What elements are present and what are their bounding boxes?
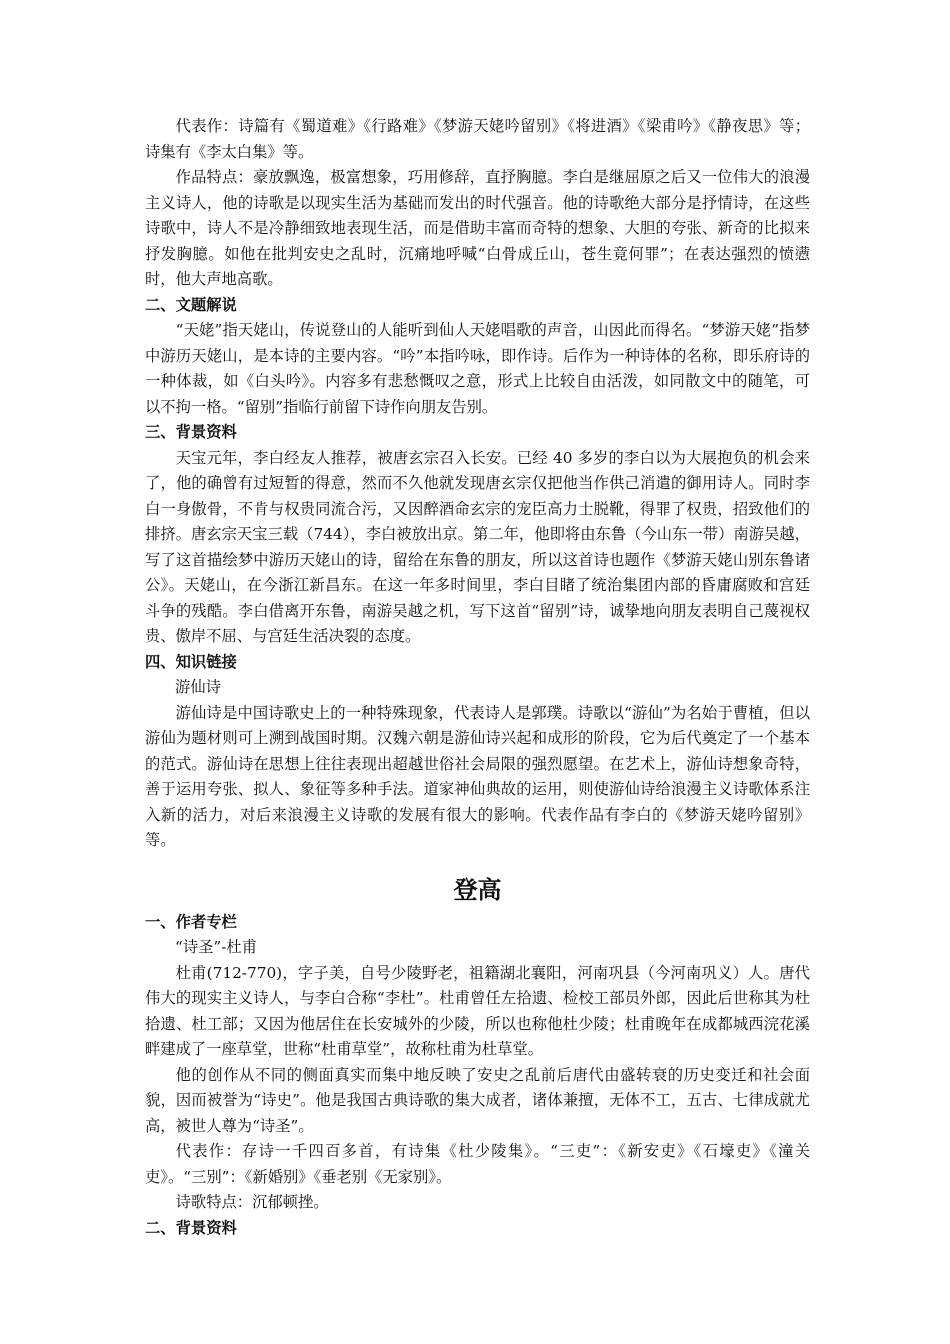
knowledge-subheading: 游仙诗 — [175, 678, 221, 696]
title-explanation-heading: 二、文题解说 — [145, 295, 237, 314]
du-fu-works-paragraph: 代表作：存诗一千四百多首，有诗集《杜少陵集》。“三吏”：《新安吏》《石壕吏》《潼关吏》。“三别”：《新婚别》《垂老别《无家别》。 — [145, 1142, 810, 1186]
creation-paragraph: 他的创作从不同的侧面真实而集中地反映了安史之乱前后唐代由盛转衰的历史变迁和社会面貌，因而被誉为“诗史”。他是我国古典诗歌的集大成者，诸体兼擅，无体不工，五古、七律成就尤高，被世人尊为“诗圣”。 — [145, 1065, 810, 1135]
knowledge-link-heading: 四、知识链接 — [145, 652, 237, 671]
representative-works-paragraph: 代表作：诗篇有《蜀道难》《行路难》《梦游天姥吟留别》《将进酒》《梁甫吟》《静夜思》等；诗集有《李太白集》等。 — [145, 117, 810, 161]
work-features-paragraph: 作品特点：豪放飘逸，极富想象，巧用修辞，直抒胸臆。李白是继屈原之后又一位伟大的浪漫主义诗人，他的诗歌是以现实生活为基础而发出的时代强音。他的诗歌绝大部分是抒情诗，在这些诗歌中，诗人不是冷静细致地表现生活，而是借助丰富而奇特的想象、大胆的夸张、新奇的比拟来抒发胸臆。如他在批判安史之乱时，沉痛地呼喊“白骨成丘山，苍生竟何罪”；在表达强烈的愤懑时，他大声地高歌。 — [145, 168, 810, 288]
background-heading: 三、背景资料 — [145, 423, 237, 441]
document-page — [145, 114, 810, 1241]
author-column-heading: 一、作者专栏 — [145, 912, 237, 931]
poem-title: 登高 — [453, 875, 502, 904]
title-explanation-paragraph: “天姥”指天姥山，传说登山的人能听到仙人天姥唱歌的声音，山因此而得名。“梦游天姥”指梦中游历天姥山，是本诗的主要内容。“吟”本指吟咏，即作诗。后作为一种诗体的名称，即乐府诗的一种体裁，如《白头吟》。内容多有悲愁慨叹之意，形式上比较自由活泼，如同散文中的随笔，可以不拘一格。“留别”指临行前留下诗作向朋友告别。 — [145, 321, 810, 416]
background-heading-2: 二、背景资料 — [145, 1218, 237, 1237]
knowledge-paragraph: 游仙诗是中国诗歌史上的一种特殊现象，代表诗人是郭璞。诗歌以“游仙”为名始于曹植，但以游仙为题材则可上溯到战国时期。汉魏六朝是游仙诗兴起和成形的阶段，它为后代奠定了一个基本的范式。游仙诗在思想上往往表现出超越世俗社会局限的强烈愿望。在艺术上，游仙诗想象奇特，善于运用夸张、拟人、象征等多种手法。道家神仙典故的运用，则使游仙诗给浪漫主义诗歌体系注入新的活力，对后来浪漫主义诗歌的发展有很大的影响。代表作品有李白的《梦游天姥吟留别》等。 — [145, 703, 810, 849]
background-paragraph: 天宝元年，李白经友人推荐，被唐玄宗召入长安。已经 40 多岁的李白以为大展抱负的机会来了，他的确曾有过短暂的得意，然而不久他就发现唐玄宗仅把他当作供己消遣的御用诗人。同时李白一身傲骨，不肯与权贵同流合污，又因醉酒命玄宗的宠臣高力士脱靴，得罪了权贵，招致他们的排挤。唐玄宗天宝三载（744），李白被放出京。第二年，他即将由东鲁（今山东一带）南游吴越，写了这首描绘梦中游历天姥山的诗，留给在东鲁的朋友，所以这首诗也题作《梦游天姥山别东鲁诸公》。天姥山，在今浙江新昌东。在这一年多时间里，李白目睹了统治集团内部的昏庸腐败和宫廷斗争的残酷。李白借离开东鲁，南游吴越之机，写下这首“留别”诗，诚挚地向朋友表明自己蔑视权贵、傲岸不屈、与宫廷生活决裂的态度。 — [145, 448, 810, 645]
author-subheading: “诗圣”-杜甫 — [175, 938, 257, 956]
poetry-style-paragraph: 诗歌特点：沉郁顿挫。 — [175, 1193, 329, 1211]
author-bio-paragraph: 杜甫(712-770)，字子美，自号少陵野老，祖籍湖北襄阳，河南巩县（今河南巩义）人。唐代伟大的现实主义诗人，与李白合称“李杜”。杜甫曾任左拾遗、检校工部员外郎，因此后世称其为杜拾遗、杜工部；又因为他居住在长安城外的少陵，所以也称他杜少陵；杜甫晚年在成都城西浣花溪畔建成了一座草堂，世称“杜甫草堂”，故称杜甫为杜草堂。 — [145, 963, 810, 1058]
